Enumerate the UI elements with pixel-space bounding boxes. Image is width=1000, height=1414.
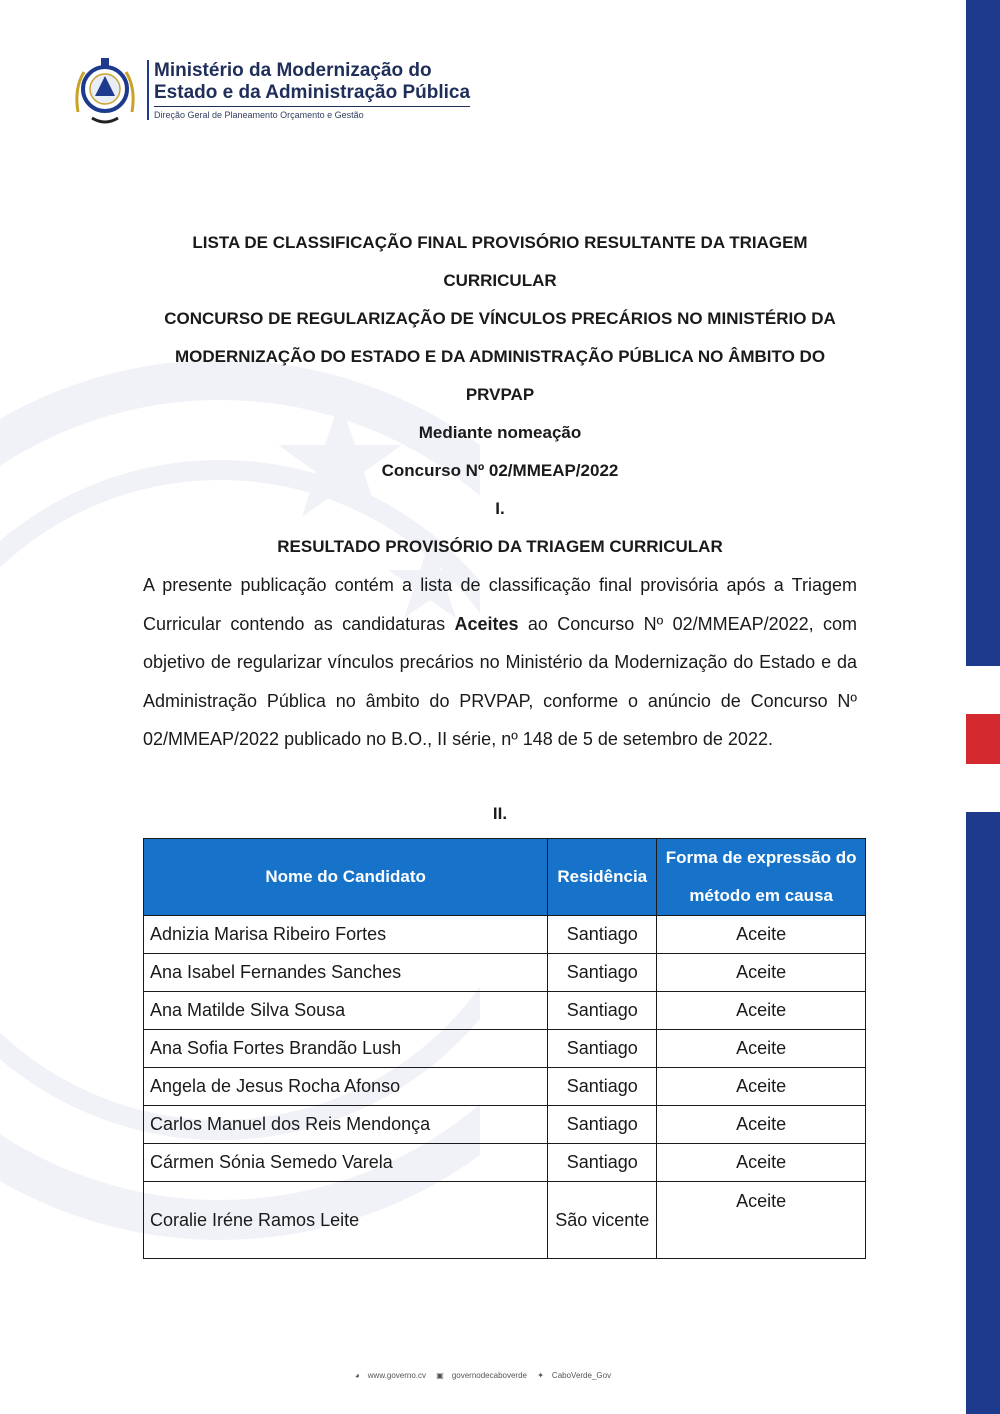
cell-status: Aceite: [657, 1106, 866, 1144]
brand-line-1: Ministério da Modernização do: [154, 60, 432, 81]
cell-status: Aceite: [657, 916, 866, 954]
title-line: Mediante nomeação: [418, 423, 582, 442]
cell-status: Aceite: [657, 992, 866, 1030]
website-link[interactable]: www.governo.cv: [367, 1371, 427, 1380]
twitter-link[interactable]: CaboVerde_Gov: [551, 1371, 612, 1380]
cell-status: Aceite: [657, 1068, 866, 1106]
cell-name: Ana Sofia Fortes Brandão Lush: [144, 1030, 548, 1068]
table-row: [144, 1144, 866, 1182]
cell-residence: Santiago: [548, 1144, 657, 1182]
flag-stripe-blue-top: [966, 0, 1000, 666]
cell-name: Carlos Manuel dos Reis Mendonça: [144, 1106, 548, 1144]
cell-name: Cármen Sónia Semedo Varela: [144, 1144, 548, 1182]
coat-of-arms-logo: [70, 54, 140, 128]
title-line: CONCURSO DE REGULARIZAÇÃO DE VÍNCULOS PRECÁRIOS NO MINISTÉRIO DA: [164, 309, 836, 328]
table-row: [144, 1182, 866, 1259]
brand-line-3: Direção Geral de Planeamento Orçamento e Gestão: [154, 110, 364, 120]
globe-icon: ◕: [354, 1371, 360, 1380]
cell-status: Aceite: [657, 1144, 866, 1182]
cell-residence: Santiago: [548, 1030, 657, 1068]
cell-residence: Santiago: [548, 1106, 657, 1144]
paragraph-bold: Aceites: [454, 613, 519, 634]
table-row: [144, 1106, 866, 1144]
candidates-table: [143, 838, 866, 1259]
cell-status: Aceite: [657, 954, 866, 992]
cell-name: Ana Isabel Fernandes Sanches: [144, 954, 548, 992]
paragraph-text: ao Concurso Nº 02/MMEAP/2022, com objetivo de regularizar vínculos precários no Ministério da Modernização do Estado e da Administração Pública no âmbito do PRVPAP, conforme o anúncio de Concurso Nº 02/MMEAP/2022 publicado no B.O., II série, nº 148 de 5 de setembro de 2022.: [143, 613, 857, 749]
twitter-icon: ✦: [537, 1371, 544, 1380]
cell-residence: Santiago: [548, 916, 657, 954]
section-number: I.: [495, 499, 505, 518]
facebook-icon: ▣: [436, 1371, 444, 1380]
cell-name: Angela de Jesus Rocha Afonso: [144, 1068, 548, 1106]
table-row: [144, 1068, 866, 1106]
table-row: [144, 954, 866, 992]
section-number-2: II.: [492, 804, 508, 823]
table-row: [144, 992, 866, 1030]
facebook-link[interactable]: governodecaboverde: [451, 1371, 527, 1380]
table-header-row: [144, 839, 866, 916]
header-method: Forma de expressão do método em causa: [657, 839, 866, 916]
table-row: [144, 916, 866, 954]
title-line: MODERNIZAÇÃO DO ESTADO E DA ADMINISTRAÇÃO PÚBLICA NO ÂMBITO DO: [174, 347, 826, 366]
flag-stripe-blue-bottom: [966, 812, 1000, 1414]
cell-name: Adnizia Marisa Ribeiro Fortes: [144, 916, 548, 954]
brand-line-2: Estado e da Administração Pública: [154, 82, 470, 107]
flag-stripe-white: [966, 666, 1000, 714]
cell-name: Coralie Iréne Ramos Leite: [144, 1182, 548, 1259]
title-line: Concurso Nº 02/MMEAP/2022: [381, 461, 619, 480]
flag-stripe-white-2: [966, 764, 1000, 812]
intro-paragraph: [143, 566, 857, 759]
cell-residence: Santiago: [548, 954, 657, 992]
title-line: PRVPAP: [465, 385, 535, 404]
header-name: Nome do Candidato: [144, 839, 548, 916]
cell-status: Aceite: [657, 1182, 866, 1259]
document-body: [143, 224, 857, 777]
title-line: CURRICULAR: [443, 271, 557, 290]
paragraph-text: A presente publicação contém a lista de classificação final provisória após a Triagem Curricular contendo as candidaturas: [143, 575, 857, 634]
cell-residence: Santiago: [548, 992, 657, 1030]
flag-stripe-red: [966, 714, 1000, 764]
cell-residence: São vicente: [548, 1182, 657, 1259]
cell-status: Aceite: [657, 1030, 866, 1068]
cell-name: Ana Matilde Silva Sousa: [144, 992, 548, 1030]
title-line: LISTA DE CLASSIFICAÇÃO FINAL PROVISÓRIO RESULTANTE DA TRIAGEM: [192, 233, 808, 252]
section-heading: RESULTADO PROVISÓRIO DA TRIAGEM CURRICULAR: [277, 537, 723, 556]
cell-residence: Santiago: [548, 1068, 657, 1106]
table-row: [144, 1030, 866, 1068]
footer: [0, 1371, 966, 1380]
header-residence: Residência: [548, 839, 657, 916]
ministry-brand: [147, 60, 470, 120]
